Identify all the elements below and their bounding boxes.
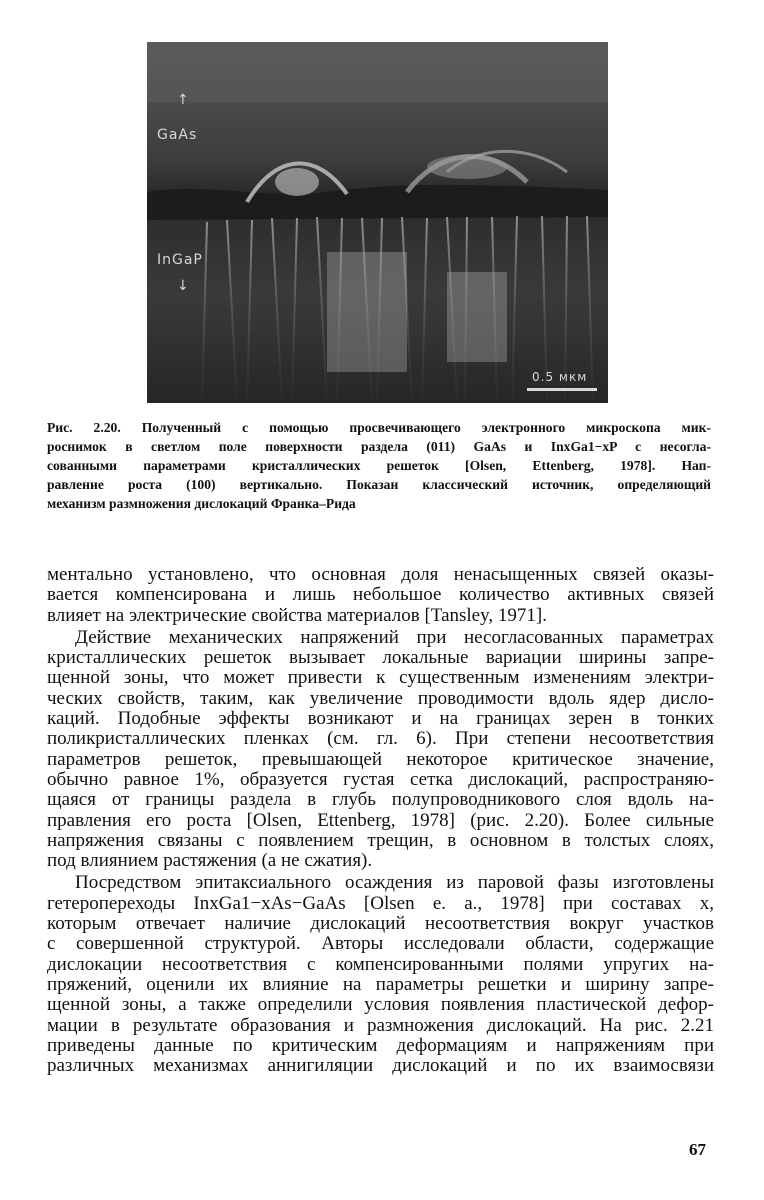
figure-caption	[47, 418, 711, 513]
text-line: влияет на электрические свойства материалов [Tansley, 1971].	[47, 604, 547, 626]
up-arrow-icon: ↑	[177, 92, 190, 108]
text-line: с совершенной структурой. Авторы исследовали области, содержащие	[47, 933, 714, 955]
scale-bar-label: 0.5 мкм	[532, 370, 588, 384]
text-line: щаяся от границы раздела в глубь полупроводникового слоя вдоль на-	[47, 789, 714, 811]
micrograph-figure	[147, 42, 608, 403]
text-line: приведены данные по критическим деформациям и напряжениям при	[47, 1034, 714, 1056]
text-line: параметров решеток, превышающей некоторое критическое значение,	[47, 748, 714, 770]
text-line: которым отвечает наличие дислокаций несоответствия вокруг участков	[47, 913, 714, 935]
text-line: пряжений, оценили их влияние на параметры решетки и ширину запре-	[47, 973, 714, 995]
text-line: под влиянием растяжения (а не сжатия).	[47, 850, 373, 872]
text-line: Действие механических напряжений при несогласованных параметрах	[75, 626, 714, 648]
scale-bar	[527, 388, 597, 391]
text-line: ментально установлено, что основная доля ненасыщенных связей оказы-	[47, 564, 714, 585]
text-line: напряжения связаны с появлением трещин, в основном в толстых слоях,	[47, 829, 714, 851]
text-line: различных механизмах аннигиляции дислокаций и по их взаимосвязи	[47, 1055, 714, 1077]
text-line: щенной зоны, что может привести к существенным изменениям электри-	[47, 667, 714, 689]
text-line: кристаллических решеток вызывает локальные вариации ширины запре-	[47, 647, 714, 669]
text-line: ческих свойств, таким, как увеличение проводимости вдоль ядер дисло-	[47, 687, 714, 709]
text-line: поликристаллических пленках (см. гл. 6). При степени несоответствия	[47, 728, 714, 750]
paragraph-3	[47, 873, 714, 1076]
text-line: дислокации несоответствия с компенсированными полями упругих на-	[47, 953, 714, 975]
ingap-label: InGaP	[157, 252, 203, 268]
paragraph-1	[47, 565, 714, 626]
text-line: вается компенсирована и лишь небольшое количество активных связей	[47, 584, 714, 606]
body-text	[47, 565, 714, 1076]
caption-line: сованными параметрами кристаллических решеток [Olsen, Ettenberg, 1978]. Нап-	[47, 458, 711, 473]
text-line: Посредством эпитаксиального осаждения из паровой фазы изготовлены	[75, 872, 714, 894]
caption-line: Рис. 2.20. Полученный с помощью просвечивающего электронного микроскопа мик-	[47, 420, 711, 435]
down-arrow-icon: ↓	[177, 278, 190, 294]
page-number: 67	[689, 1140, 706, 1159]
text-line: гетеропереходы InxGa1−xAs−GaAs [Olsen e. a., 1978] при составах x,	[47, 892, 714, 914]
text-line: мации в результате образования и размножения дислокаций. На рис. 2.21	[47, 1014, 714, 1036]
paragraph-2	[47, 628, 714, 872]
caption-line: равление роста (100) вертикально. Показан классический источник, определяющий	[47, 477, 711, 492]
micrograph-image	[147, 42, 608, 403]
text-line: правления его роста [Olsen, Ettenberg, 1978] (рис. 2.20). Более сильные	[47, 809, 714, 831]
caption-line: роснимок в светлом поле поверхности раздела (011) GaAs и InxGa1−xP с несогла-	[47, 439, 711, 454]
text-line: обычно равное 1%, образуется густая сетка дислокаций, распространяю-	[47, 768, 714, 790]
caption-line: механизм размножения дислокаций Франка–Рида	[47, 496, 356, 511]
text-line: щенной зоны, а также определили условия появления пластической дефор-	[47, 994, 714, 1016]
gaas-label: GaAs	[157, 127, 198, 143]
text-line: каций. Подобные эффекты возникают и на границах зерен в тонких	[47, 708, 714, 730]
